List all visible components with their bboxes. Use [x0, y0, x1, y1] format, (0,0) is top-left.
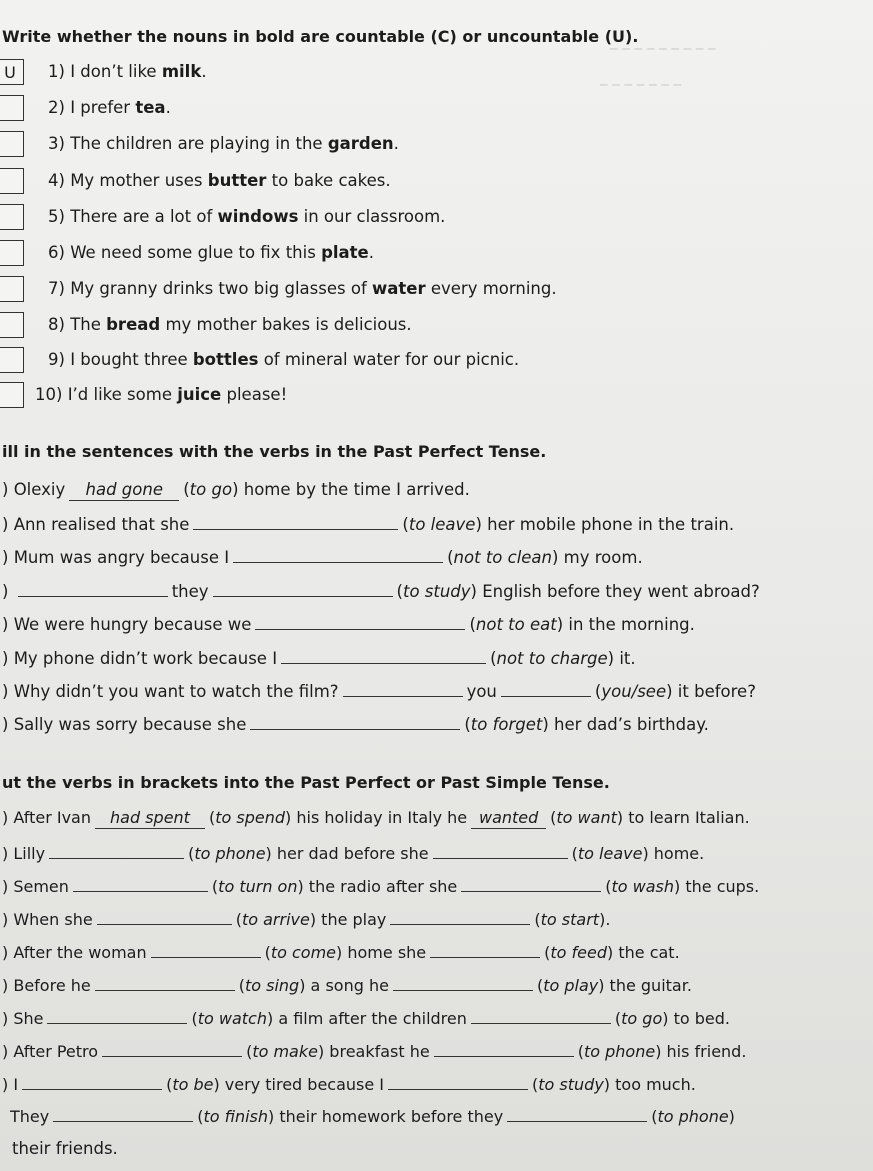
answer-box[interactable]: [0, 276, 24, 302]
answer-box[interactable]: [0, 312, 24, 338]
exercise-line: ) After the woman (to come) home she (to feed) the cat.: [2, 943, 680, 962]
answer-blank[interactable]: [47, 1007, 187, 1024]
sentence-text: We were hungry because we: [13, 615, 252, 634]
sentence-text: After Petro: [13, 1042, 99, 1061]
answer-blank[interactable]: [501, 680, 591, 697]
answer-box[interactable]: [0, 204, 24, 230]
bold-noun: garden: [327, 134, 394, 153]
sentence-text: of mineral water for our picnic.: [258, 350, 520, 369]
verb-hint: to be: [172, 1075, 214, 1094]
sentence-text: my room.: [558, 548, 643, 567]
section2-title: ill in the sentences with the verbs in the Past Perfect Tense.: [2, 442, 547, 461]
verb-hint: to wash: [611, 877, 675, 896]
sentence-text: I bought three: [70, 350, 193, 369]
answer-blank[interactable]: [255, 613, 465, 630]
verb-hint: to want: [556, 808, 617, 827]
answer-box[interactable]: [0, 95, 24, 121]
answer-blank[interactable]: [49, 842, 184, 859]
exercise-line: They (to finish) their homework before they (to phone): [10, 1107, 735, 1126]
sentence-text: home she: [342, 943, 427, 962]
sentence-text: .: [165, 98, 171, 117]
item-number: ): [2, 715, 9, 734]
filled-answer: had gone: [69, 480, 179, 501]
sentence-text: in our classroom.: [298, 207, 446, 226]
sentence-text: home.: [648, 844, 705, 863]
item-number: 7): [48, 279, 65, 298]
verb-hint: you/see: [601, 682, 667, 701]
verb-hint: not to eat: [475, 615, 557, 634]
exercise-line: [48, 350, 519, 370]
sentence-text: Lilly: [13, 844, 46, 863]
exercise-line: [35, 385, 287, 405]
answer-blank[interactable]: [73, 875, 208, 892]
sentence-text: My mother uses: [70, 171, 208, 190]
sentence-text: I don’t like: [70, 62, 162, 81]
item-number: 5): [48, 207, 65, 226]
verb-hint: to leave: [577, 844, 643, 863]
answer-blank[interactable]: [151, 941, 261, 958]
exercise-line: [48, 315, 412, 335]
sentence-text: his holiday in Italy he: [291, 808, 468, 827]
sentence-text: Before he: [13, 976, 91, 995]
verb-hint: to forget: [470, 715, 543, 734]
answer-blank[interactable]: [281, 647, 486, 664]
item-number: 4): [48, 171, 65, 190]
sentence-text: She: [13, 1009, 44, 1028]
verb-hint: to turn on: [218, 877, 298, 896]
sentence-text: After Ivan: [13, 808, 91, 827]
verb-hint: to sing: [244, 976, 300, 995]
sentence-text: .: [605, 910, 611, 929]
sentence-text: I prefer: [70, 98, 136, 117]
exercise-line: ) When she (to arrive) the play (to start).: [2, 910, 611, 929]
exercise-line: ) Olexiy had gone (to go) home by the time I arrived.: [2, 480, 470, 499]
item-number: ): [2, 682, 9, 701]
item-number: 8): [48, 315, 65, 334]
sentence-text: .: [368, 243, 374, 262]
sentence-text: My granny drinks two big glasses of: [70, 279, 373, 298]
item-number: ): [2, 877, 9, 896]
sentence-text: Sally was sorry because she: [13, 715, 247, 734]
answer-blank[interactable]: [343, 680, 463, 697]
sentence-text: After the woman: [13, 943, 147, 962]
verb-hint: to study: [538, 1075, 604, 1094]
exercise-line: ) We were hungry because we (not to eat) in the morning.: [2, 615, 695, 634]
verb-hint: to phone: [194, 844, 266, 863]
sentence-text: a song he: [305, 976, 389, 995]
answer-blank[interactable]: [471, 1007, 611, 1024]
sentence-text: very tired because I: [219, 1075, 385, 1094]
answer-blank[interactable]: [213, 580, 393, 597]
sentence-text: the cups.: [680, 877, 760, 896]
answer-blank[interactable]: [250, 713, 460, 730]
answer-box[interactable]: [0, 131, 24, 157]
item-number: ): [2, 582, 9, 601]
section1-title: Write whether the nouns in bold are countable (C) or uncountable (U).: [2, 27, 639, 46]
item-number: 1): [48, 62, 65, 81]
exercise-line: [48, 279, 557, 299]
item-number: ): [2, 1075, 9, 1094]
item-number: ): [2, 808, 9, 827]
item-number: ): [2, 615, 9, 634]
sentence-text: the play: [316, 910, 387, 929]
sentence-text: Semen: [13, 877, 69, 896]
bold-noun: bread: [106, 315, 161, 334]
verb-hint: to finish: [203, 1107, 269, 1126]
answer-blank[interactable]: [22, 1073, 162, 1090]
exercise-line: [48, 62, 207, 82]
verb-hint: to start: [540, 910, 600, 929]
item-number: ): [2, 976, 9, 995]
answer-blank[interactable]: [53, 1105, 193, 1122]
sentence-text: her mobile phone in the train.: [481, 515, 735, 534]
bold-noun: milk: [161, 62, 202, 81]
sentence-text: you: [466, 682, 497, 701]
sentence-text: There are a lot of: [70, 207, 218, 226]
sentence-text: her dad before she: [271, 844, 429, 863]
show-through-text: _ _ _ _ _ _ _ _ _: [610, 32, 716, 50]
filled-answer: wanted: [471, 808, 546, 829]
item-number: 6): [48, 243, 65, 262]
sentence-text: they: [171, 582, 209, 601]
sentence-text: The: [70, 315, 107, 334]
sentence-text: every morning.: [425, 279, 557, 298]
exercise-line: ) Semen (to turn on) the radio after she (to wash) the cups.: [2, 877, 760, 896]
item-number: ): [2, 515, 9, 534]
answer-box[interactable]: U: [0, 59, 24, 85]
answer-box[interactable]: [0, 168, 24, 194]
bold-noun: windows: [217, 207, 299, 226]
sentence-text: to bed.: [668, 1009, 730, 1028]
show-through-text: _ _ _ _ _ _ _: [600, 68, 682, 86]
verb-hint: not to clean: [453, 548, 552, 567]
answer-blank[interactable]: [193, 513, 398, 530]
answer-blank[interactable]: [102, 1040, 242, 1057]
item-number: ): [2, 943, 9, 962]
sentence-text: his friend.: [661, 1042, 747, 1061]
answer-blank[interactable]: [390, 908, 530, 925]
sentence-text: it before?: [672, 682, 756, 701]
answer-blank[interactable]: [461, 875, 601, 892]
exercise-line: ) I (to be) very tired because I (to study) too much.: [2, 1075, 696, 1094]
item-number: ): [2, 480, 9, 499]
verb-hint: to study: [402, 582, 471, 601]
sentence-text: home by the time I arrived.: [238, 480, 470, 499]
exercise-line: ) Before he (to sing) a song he (to play) the guitar.: [2, 976, 692, 995]
answer-blank[interactable]: [430, 941, 540, 958]
sentence-text: I: [13, 1075, 19, 1094]
exercise-line: [48, 98, 171, 118]
sentence-text: Olexiy: [13, 480, 66, 499]
answer-box[interactable]: [0, 382, 24, 408]
item-number: ): [2, 910, 9, 929]
verb-hint: to feed: [550, 943, 608, 962]
answer-blank[interactable]: [97, 908, 232, 925]
item-number: ): [2, 649, 9, 668]
verb-hint: to go: [621, 1009, 663, 1028]
exercise-line: ) Sally was sorry because she (to forget) her dad’s birthday.: [2, 715, 709, 734]
sentence-text: Ann realised that she: [13, 515, 190, 534]
exercise-line: ) Mum was angry because I (not to clean) my room.: [2, 548, 643, 567]
bold-noun: tea: [135, 98, 166, 117]
exercise-line: ) After Ivan had spent (to spend) his holiday in Italy he wanted (to want) to learn Italian.: [2, 808, 750, 827]
sentence-text: the cat.: [613, 943, 680, 962]
sentence-text: We need some glue to fix this: [70, 243, 322, 262]
exercise-line: [48, 171, 391, 191]
sentence-text: please!: [221, 385, 288, 404]
exercise-line: [48, 243, 374, 263]
filled-answer: had spent: [95, 808, 205, 829]
sentence-text: I’d like some: [67, 385, 178, 404]
exercise-line: ) they (to study) English before they went abroad?: [2, 582, 760, 601]
item-number: ): [2, 1042, 9, 1061]
bold-noun: butter: [207, 171, 267, 190]
answer-blank[interactable]: [18, 580, 168, 597]
exercise-line: [48, 207, 445, 227]
sentence-text: My phone didn’t work because I: [13, 649, 278, 668]
sentence-text: the guitar.: [604, 976, 692, 995]
bold-noun: bottles: [192, 350, 259, 369]
answer-blank[interactable]: [434, 1040, 574, 1057]
sentence-text: too much.: [610, 1075, 696, 1094]
bold-noun: plate: [321, 243, 369, 262]
answer-box[interactable]: [0, 240, 24, 266]
sentence-text: it.: [614, 649, 636, 668]
sentence-text: .: [201, 62, 207, 81]
verb-hint: to go: [189, 480, 233, 499]
verb-hint: to come: [270, 943, 337, 962]
answer-blank[interactable]: [433, 842, 568, 859]
sentence-text: English before they went abroad?: [476, 582, 760, 601]
verb-hint: to arrive: [241, 910, 310, 929]
sentence-text: They: [10, 1107, 50, 1126]
exercise-line: ) She (to watch) a film after the children (to go) to bed.: [2, 1009, 730, 1028]
answer-blank[interactable]: [233, 546, 443, 563]
answer-blank[interactable]: [507, 1105, 647, 1122]
sentence-text: my mother bakes is delicious.: [160, 315, 412, 334]
exercise-line: ) My phone didn’t work because I (not to charge) it.: [2, 649, 636, 668]
sentence-text: to bake cakes.: [266, 171, 391, 190]
item-number: 3): [48, 134, 65, 153]
sentence-text: a film after the children: [273, 1009, 467, 1028]
section3-last-line: their friends.: [12, 1139, 118, 1158]
answer-box[interactable]: [0, 347, 24, 373]
exercise-line: ) After Petro (to make) breakfast he (to phone) his friend.: [2, 1042, 747, 1061]
sentence-text: breakfast he: [324, 1042, 430, 1061]
sentence-text: Why didn’t you want to watch the film?: [13, 682, 339, 701]
item-number: ): [2, 548, 9, 567]
sentence-text: The children are playing in the: [70, 134, 328, 153]
answer-blank[interactable]: [393, 974, 533, 991]
verb-hint: to phone: [657, 1107, 729, 1126]
exercise-line: [48, 134, 399, 154]
sentence-text: in the morning.: [563, 615, 695, 634]
answer-blank[interactable]: [388, 1073, 528, 1090]
verb-hint: to phone: [583, 1042, 656, 1061]
verb-hint: to play: [543, 976, 599, 995]
exercise-line: ) Why didn’t you want to watch the film? you (you/see) it before?: [2, 682, 756, 701]
verb-hint: to leave: [408, 515, 476, 534]
verb-hint: not to charge: [496, 649, 608, 668]
item-number: 2): [48, 98, 65, 117]
bold-noun: juice: [177, 385, 222, 404]
sentence-text: .: [393, 134, 399, 153]
verb-hint: to watch: [197, 1009, 267, 1028]
item-number: ): [2, 1009, 9, 1028]
sentence-text: their homework before they: [274, 1107, 504, 1126]
verb-hint: to make: [252, 1042, 318, 1061]
sentence-text: the radio after she: [303, 877, 458, 896]
exercise-line: ) Lilly (to phone) her dad before she (to leave) home.: [2, 844, 705, 863]
exercise-line: ) Ann realised that she (to leave) her mobile phone in the train.: [2, 515, 735, 534]
sentence-text: to learn Italian.: [623, 808, 750, 827]
answer-blank[interactable]: [95, 974, 235, 991]
verb-hint: to spend: [215, 808, 286, 827]
sentence-text: When she: [13, 910, 93, 929]
item-number: 10): [35, 385, 63, 404]
sentence-text: Mum was angry because I: [13, 548, 230, 567]
bold-noun: water: [372, 279, 426, 298]
section3-title: ut the verbs in brackets into the Past Perfect or Past Simple Tense.: [2, 773, 610, 792]
item-number: 9): [48, 350, 65, 369]
item-number: ): [2, 844, 9, 863]
sentence-text: her dad’s birthday.: [548, 715, 709, 734]
